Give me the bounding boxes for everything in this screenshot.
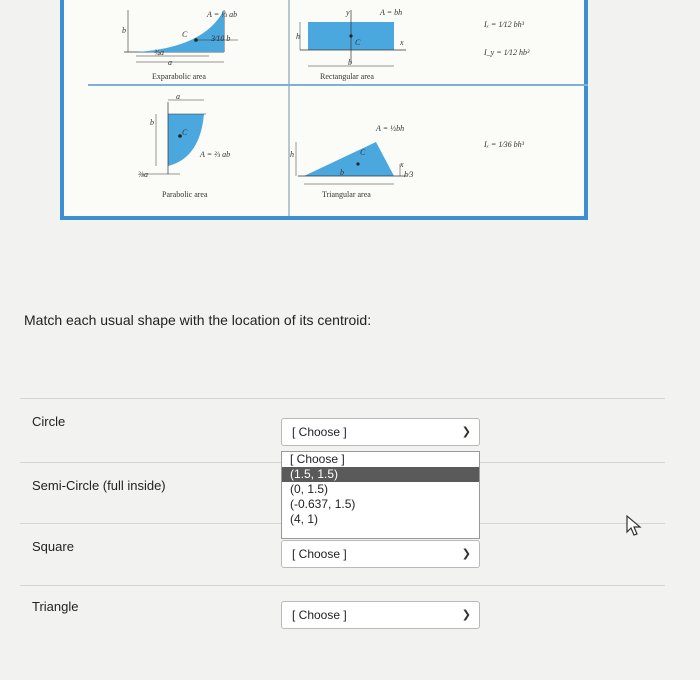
row-label-square: Square [32,539,74,554]
rectangular-y-axis-label: y [346,8,350,17]
square-centroid-select[interactable] [281,540,480,568]
row-label-circle: Circle [32,414,66,429]
exparabolic-area-formula: A = ⅓ ab [207,10,238,19]
dropdown-option-highlighted[interactable]: (1.5, 1.5) [282,467,479,482]
row-divider [20,585,665,586]
rectangular-centroid-label: C [355,38,361,47]
triangular-ix-formula: Iₓ = 1⁄36 bh³ [484,140,525,149]
caption-parabolic: Parabolic area [162,190,208,199]
dropdown-option[interactable]: (0, 1.5) [290,482,329,496]
parabolic-x-offset: ⅜a [138,170,148,179]
dropdown-option[interactable]: (-0.637, 1.5) [290,497,356,511]
exparabolic-centroid-label: C [182,30,188,39]
row-label-triangle: Triangle [32,599,79,614]
triangular-x-axis-label: x [400,160,404,169]
triangular-area-formula: A = ½bh [376,124,405,133]
exparabolic-x-offset: ¾a [154,48,164,57]
parabolic-width-label: a [176,92,180,101]
row-label-semi-circle: Semi-Circle (full inside) [32,478,166,493]
dropdown-option[interactable]: (4, 1) [290,512,319,526]
semi-circle-centroid-dropdown[interactable] [281,451,480,539]
triangular-y-offset: h⁄3 [404,170,414,179]
caption-rectangular: Rectangular area [320,72,374,81]
figure-divider-horizontal [88,84,588,86]
caption-triangular: Triangular area [322,190,371,199]
circle-centroid-select[interactable] [281,418,480,446]
parabolic-centroid-label: C [182,128,188,137]
select-value: [ Choose ] [292,425,347,439]
parabolic-area-formula: A = ⅔ ab [200,150,231,159]
rectangular-width-label: b [348,58,352,67]
rectangular-ix-formula: Iₓ = 1⁄12 bh³ [484,20,525,29]
rectangular-height-label: h [296,32,300,41]
caption-exparabolic: Exparabolic area [152,72,206,81]
row-divider [20,398,665,399]
centroid-reference-figure [60,0,588,220]
chevron-down-icon: ❯ [461,609,471,621]
triangle-centroid-select[interactable] [281,601,480,629]
parabolic-area-diagram [134,92,254,192]
mouse-cursor-icon [626,515,642,537]
parabolic-height-label: b [150,118,154,127]
select-value: [ Choose ] [292,608,347,622]
triangular-centroid-label: C [360,148,366,157]
chevron-down-icon: ❯ [461,548,471,560]
rectangular-x-axis-label: x [400,38,404,47]
rectangular-iy-formula: I_y = 1⁄12 hb³ [484,48,530,57]
triangular-height-label: h [290,150,294,159]
dropdown-option[interactable]: [ Choose ] [290,452,345,466]
chevron-down-icon: ❯ [461,426,471,438]
exparabolic-height-label: b [122,26,126,35]
exparabolic-y-offset: 3⁄10 b [211,34,231,43]
question-instructions: Match each usual shape with the location of its centroid: [24,312,372,328]
triangular-width-label: b [340,168,344,177]
select-value: [ Choose ] [292,547,347,561]
exparabolic-width-label: a [168,58,172,67]
rectangular-area-formula: A = bh [380,8,403,17]
